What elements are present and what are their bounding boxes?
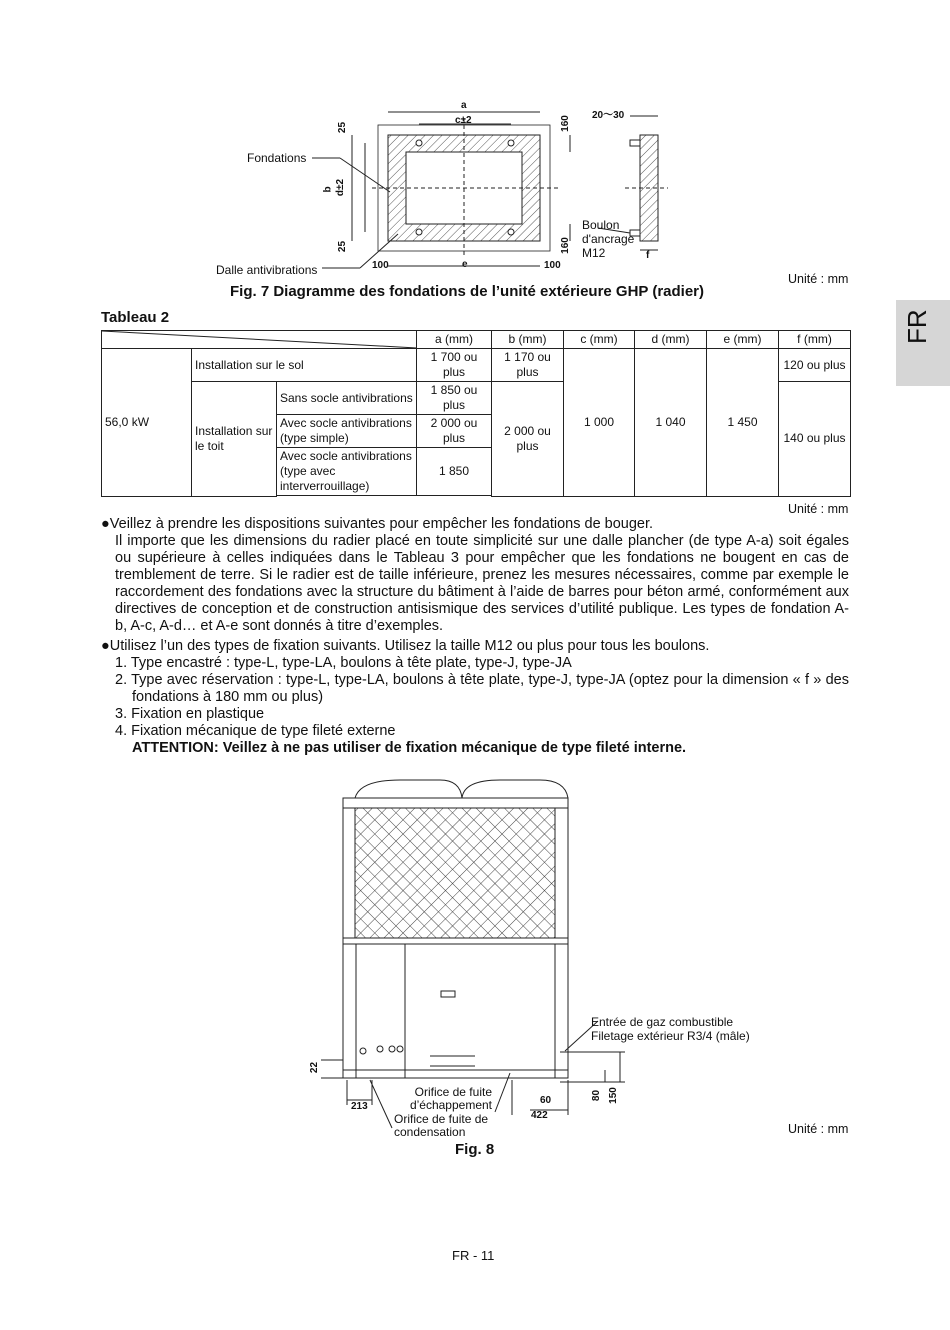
- dim-160-top: 160: [559, 115, 571, 132]
- dim-213: 213: [351, 1101, 368, 1112]
- attention-note: ATTENTION: Veillez à ne pas utiliser de fixation mécanique de type fileté interne.: [132, 740, 687, 756]
- list-item: 3. Fixation en plastique: [115, 706, 265, 722]
- label-gas-inlet: Entrée de gaz combustible Filetage extérieur R3/4 (mâle): [591, 1015, 750, 1043]
- sans-socle-cell: Sans socle antivibrations: [277, 382, 417, 415]
- label-dalle-antivibrations: Dalle antivibrations: [216, 263, 318, 277]
- page-number: FR - 11: [452, 1248, 495, 1263]
- label-fondations: Fondations: [247, 151, 307, 165]
- b-toit-cell: 2 000 ou plus: [492, 382, 564, 497]
- bullet-1-title: ●Veillez à prendre les dispositions suivantes pour empêcher les fondations de bouger.: [101, 516, 654, 532]
- header-e: e (mm): [707, 331, 779, 349]
- e-cell: 1 450: [707, 349, 779, 497]
- header-diagonal: [102, 331, 417, 348]
- header-a: a (mm): [417, 331, 492, 349]
- dim-25-bottom: 25: [337, 240, 349, 253]
- avec-socle-simple-cell: Avec socle antivibrations (type simple): [277, 415, 417, 448]
- dim-150: 150: [607, 1087, 619, 1104]
- c-cell: 1 000: [564, 349, 635, 497]
- list-item: 2. Type avec réservation : type-L, type-LA, boulons à tête plate, type-J, type-JA (optez pour la dimension « f » des fondations à 180 mm ou plus): [115, 672, 849, 705]
- dim-60: 60: [540, 1095, 552, 1106]
- instructions: [101, 516, 849, 757]
- bullet-1-body: Il importe que les dimensions du radier placé en toute simplicité sur une dalle plancher (de type A-a) soit égales ou supérieure à celles indiquées dans le Tableau 3 pour empêcher que les fondations ne bougent en cas de tremblement de terre. Si le radier est de taille inférieure, prenez les mesures nécessaires, comme par exemple le raccordement des fondations avec la structure du bâtiment à l’aide de barres pour béton armé, conformément aux directives de conception et de construction antisismique des services d’utilité publique. Les types de fondation A-b, A-c, A-d… et A-e sont donnés à titre d’exemples.: [115, 533, 849, 634]
- label-orifice-condensation: Orifice de fuite de condensation: [394, 1112, 489, 1139]
- dim-22: 22: [309, 1061, 321, 1074]
- language-tab: FR: [896, 300, 950, 386]
- install-toit-cell: Installation sur le toit: [192, 382, 277, 497]
- fig7-unit: Unité : mm: [788, 272, 849, 286]
- dim-422: 422: [531, 1110, 548, 1121]
- label-orifice-echappement: Orifice de fuite d’échappement: [409, 1085, 492, 1112]
- f-sol-cell: 120 ou plus: [779, 349, 851, 382]
- a-verr-cell: 1 850: [417, 448, 492, 496]
- avec-socle-verr-cell: Avec socle antivibrations (type avec interverrouillage): [277, 448, 417, 496]
- dim-f: f: [646, 250, 650, 261]
- dim-d: d±2: [335, 178, 347, 197]
- header-b: b (mm): [492, 331, 564, 349]
- dim-100-right: 100: [544, 260, 561, 271]
- f-toit-cell: 140 ou plus: [779, 382, 851, 497]
- dim-160-bottom: 160: [559, 237, 571, 254]
- table2-unit: Unité : mm: [788, 502, 849, 516]
- dim-100-left: 100: [372, 260, 389, 271]
- dim-c: c±2: [455, 115, 472, 126]
- b-sol-cell: 1 170 ou plus: [492, 349, 564, 382]
- fig7-caption: Fig. 7 Diagramme des fondations de l’unité extérieure GHP (radier): [230, 283, 705, 300]
- table-row: [102, 349, 851, 382]
- fig8-unit: Unité : mm: [788, 1122, 849, 1136]
- list-item: 1. Type encastré : type-L, type-LA, boulons à tête plate, type-J, type-JA: [115, 655, 572, 671]
- label-boulon-ancrage: Boulon d'ancrage M12: [582, 218, 635, 260]
- header-d: d (mm): [635, 331, 707, 349]
- table2: [101, 330, 851, 497]
- table-header-row: [102, 331, 851, 349]
- dim-20-30: 20～30: [592, 110, 625, 121]
- a-sans-cell: 1 850 ou plus: [417, 382, 492, 415]
- a-simple-cell: 2 000 ou plus: [417, 415, 492, 448]
- list-item: 4. Fixation mécanique de type fileté externe: [115, 723, 396, 739]
- dim-80: 80: [591, 1089, 603, 1102]
- fig8-caption: Fig. 8: [455, 1141, 495, 1158]
- a-sol-cell: 1 700 ou plus: [417, 349, 492, 382]
- bullet-2: ●Utilisez l’un des types de fixation suivants. Utilisez la taille M12 ou plus pour tous les boulons.: [101, 638, 710, 654]
- dim-b: b: [322, 186, 334, 193]
- dim-25-top: 25: [337, 121, 349, 134]
- fig7-diagram: [0, 0, 950, 300]
- header-c: c (mm): [564, 331, 635, 349]
- install-sol-cell: Installation sur le sol: [192, 349, 417, 382]
- dim-e: e: [462, 259, 468, 270]
- table2-title: Tableau 2: [101, 309, 170, 326]
- d-cell: 1 040: [635, 349, 707, 497]
- dim-a: a: [461, 100, 467, 111]
- header-f: f (mm): [779, 331, 851, 349]
- capacity-cell: 56,0 kW: [102, 349, 192, 497]
